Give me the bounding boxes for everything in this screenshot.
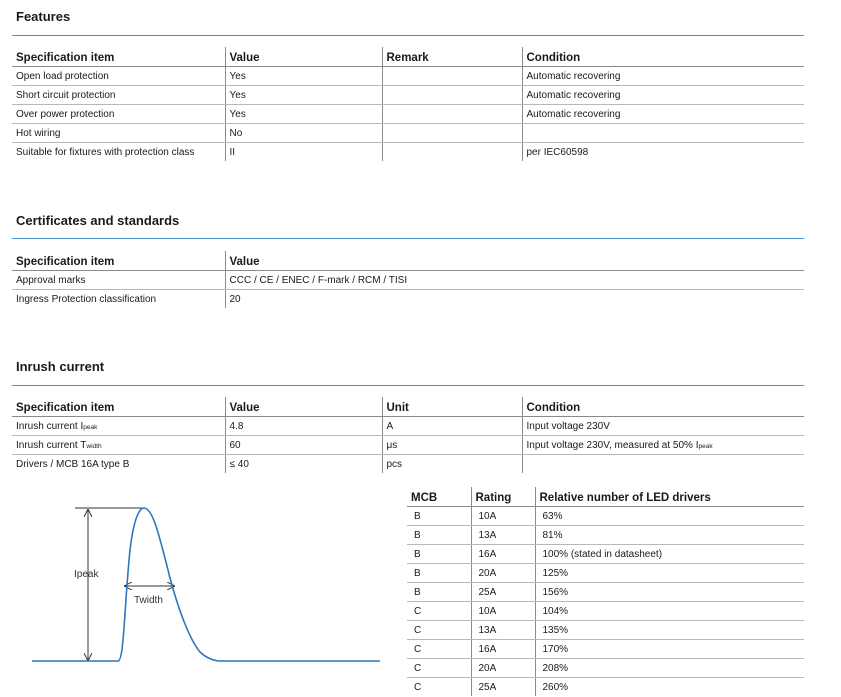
column-header: Value — [225, 47, 382, 67]
table-cell: 25A — [471, 678, 535, 697]
table-cell: 208% — [535, 659, 804, 678]
column-header: Unit — [382, 397, 522, 417]
item-text: Inrush current I — [16, 420, 84, 432]
item-subscript: peak — [83, 423, 98, 431]
table-cell: CCC / CE / ENEC / F-mark / RCM / TISI — [225, 271, 804, 290]
table-header-row — [12, 397, 804, 417]
certificates-table — [12, 251, 804, 308]
condition-text: Input voltage 230V, measured at 50% I — [526, 439, 699, 451]
table-cell: 81% — [535, 526, 804, 545]
item-text: Drivers / MCB 16A type B — [16, 458, 130, 470]
table-cell — [12, 455, 225, 474]
inrush-table — [12, 397, 804, 473]
table-cell: B — [407, 526, 471, 545]
table-cell: Automatic recovering — [522, 86, 804, 105]
table-row — [407, 564, 804, 583]
column-header: Specification item — [12, 47, 225, 67]
inrush-title: Inrush current — [16, 359, 105, 374]
table-cell — [522, 124, 804, 143]
table-cell: 104% — [535, 602, 804, 621]
table-cell: Hot wiring — [12, 124, 225, 143]
column-header: Specification item — [12, 251, 225, 271]
column-header: Condition — [522, 397, 804, 417]
table-cell: 13A — [471, 526, 535, 545]
item-subscript: width — [86, 442, 102, 450]
table-cell — [12, 417, 225, 436]
table-cell: 20 — [225, 290, 804, 309]
table-cell — [522, 417, 804, 436]
column-header: Specification item — [12, 397, 225, 417]
table-cell — [12, 436, 225, 455]
table-row — [407, 526, 804, 545]
table-cell: 63% — [535, 507, 804, 526]
table-cell: 16A — [471, 545, 535, 564]
table-row — [407, 659, 804, 678]
table-cell: Ingress Protection classification — [16, 293, 157, 305]
table-cell: 125% — [535, 564, 804, 583]
table-cell: μs — [382, 436, 522, 455]
column-header: MCB — [407, 487, 471, 507]
table-cell: 156% — [535, 583, 804, 602]
inrush-waveform-diagram — [0, 490, 400, 680]
table-cell: pcs — [382, 455, 522, 474]
table-cell: 260% — [535, 678, 804, 697]
features-title: Features — [16, 9, 71, 24]
column-header: Rating — [471, 487, 535, 507]
table-cell: ≤ 40 — [225, 455, 382, 474]
table-row — [12, 143, 804, 162]
table-row — [12, 86, 804, 105]
item-text: Inrush current T — [16, 439, 87, 451]
table-cell — [382, 124, 522, 143]
table-row — [12, 67, 804, 86]
table-row — [12, 417, 804, 436]
condition-subscript: peak — [698, 442, 713, 450]
table-cell: C — [407, 621, 471, 640]
table-cell: per IEC60598 — [522, 143, 804, 162]
table-header-row — [407, 487, 804, 507]
table-cell: C — [407, 640, 471, 659]
table-row — [407, 545, 804, 564]
table-cell: 16A — [471, 640, 535, 659]
table-cell — [382, 105, 522, 124]
table-cell: B — [407, 583, 471, 602]
table-cell: Suitable for fixtures with protection class — [16, 146, 195, 158]
table-row — [12, 105, 804, 124]
table-cell: 10A — [471, 507, 535, 526]
table-cell: 170% — [535, 640, 804, 659]
table-cell: B — [407, 507, 471, 526]
table-cell: Over power protection — [12, 105, 225, 124]
table-cell: 20A — [471, 659, 535, 678]
column-header: Value — [225, 397, 382, 417]
table-cell: 4.8 — [225, 417, 382, 436]
table-row — [407, 602, 804, 621]
table-cell: Automatic recovering — [522, 105, 804, 124]
table-cell: Automatic recovering — [522, 67, 804, 86]
certificates-title: Certificates and standards — [16, 213, 180, 228]
table-row — [12, 290, 804, 309]
table-cell: Short circuit protection — [12, 86, 225, 105]
table-cell: 25A — [471, 583, 535, 602]
table-row — [407, 583, 804, 602]
table-cell: Approval marks — [12, 271, 225, 290]
table-cell: Open load protection — [12, 67, 225, 86]
table-cell — [382, 67, 522, 86]
table-cell: Yes — [225, 105, 382, 124]
table-row — [407, 507, 804, 526]
table-cell: Yes — [225, 86, 382, 105]
condition-text: Input voltage 230V — [526, 420, 610, 432]
table-cell: A — [382, 417, 522, 436]
table-header-row — [12, 47, 804, 67]
ipeak-label: Ipeak — [74, 569, 99, 580]
table-cell: C — [407, 659, 471, 678]
table-cell: 100% (stated in datasheet) — [535, 545, 804, 564]
table-row — [12, 271, 804, 290]
features-table — [12, 47, 804, 161]
table-cell: 13A — [471, 621, 535, 640]
table-cell — [522, 455, 804, 474]
inrush-rule — [12, 385, 804, 386]
table-cell: B — [407, 545, 471, 564]
table-row — [407, 678, 804, 697]
column-header: Value — [225, 251, 804, 271]
column-header: Remark — [382, 47, 522, 67]
table-row — [407, 621, 804, 640]
table-row — [12, 436, 804, 455]
column-header: Relative number of LED drivers — [535, 487, 804, 507]
table-cell: 60 — [225, 436, 382, 455]
table-header-row — [12, 251, 804, 271]
features-rule — [12, 35, 804, 36]
mcb-table — [407, 487, 804, 696]
table-cell: C — [414, 681, 422, 693]
table-cell: 10A — [471, 602, 535, 621]
table-cell: No — [225, 124, 382, 143]
table-row — [407, 640, 804, 659]
column-header: Condition — [522, 47, 804, 67]
table-cell: B — [407, 564, 471, 583]
table-cell — [382, 143, 522, 162]
table-cell: Yes — [225, 67, 382, 86]
table-cell: 135% — [535, 621, 804, 640]
inrush-current-curve — [32, 508, 380, 661]
table-cell — [522, 436, 804, 455]
table-cell: 20A — [471, 564, 535, 583]
table-row — [12, 124, 804, 143]
table-cell: C — [407, 602, 471, 621]
table-cell — [382, 86, 522, 105]
table-row — [12, 455, 804, 474]
twidth-label: Twidth — [134, 595, 163, 606]
certificates-rule — [12, 238, 804, 239]
table-cell: II — [225, 143, 382, 162]
